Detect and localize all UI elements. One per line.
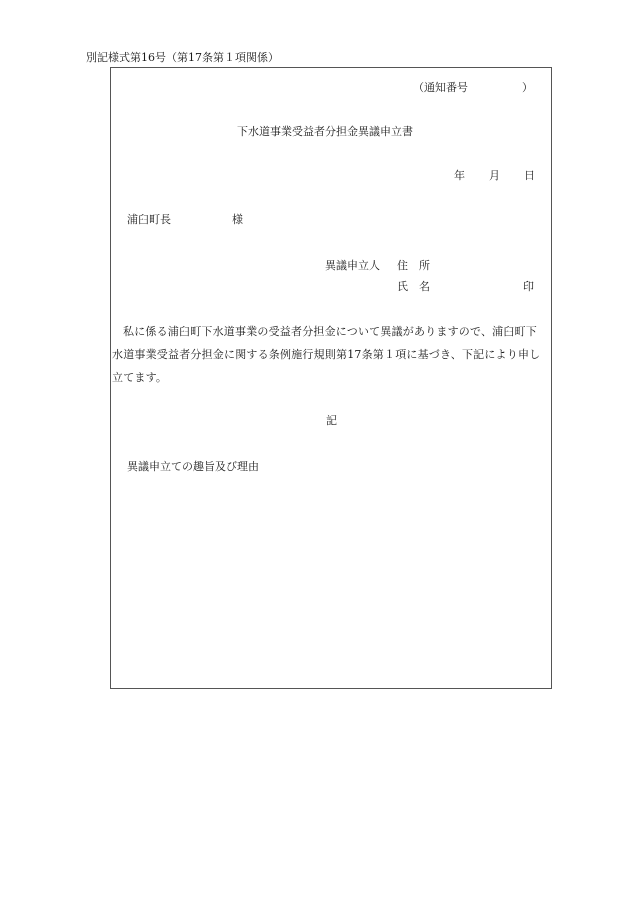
reason-label: 異議申立ての趣旨及び理由 <box>127 460 259 473</box>
document-title: 下水道事業受益者分担金異議申立書 <box>237 125 413 138</box>
name-label: 氏 名 <box>397 280 430 293</box>
addressee-name: 浦臼町長 <box>127 213 171 226</box>
body-paragraph: 私に係る浦臼町下水道事業の受益者分担金について異議がありますので、浦臼町下水道事業受益者分担金に関する条例施行規則第17条第１項に基づき、下記により申し立てます。 <box>112 325 541 384</box>
date-year: 年 <box>454 169 465 182</box>
notice-number-close: ） <box>522 81 533 94</box>
date-month: 月 <box>489 169 500 182</box>
notice-number-label: （通知番号 <box>413 81 468 94</box>
date-day: 日 <box>524 169 535 182</box>
addressee-honorific: 様 <box>232 213 243 226</box>
applicant-label: 異議申立人 <box>325 259 380 272</box>
form-number-label: 別記様式第16号（第17条第１項関係） <box>86 51 279 64</box>
address-label: 住 所 <box>397 259 430 272</box>
seal-mark: 印 <box>523 280 534 293</box>
ki-heading: 記 <box>326 414 337 427</box>
